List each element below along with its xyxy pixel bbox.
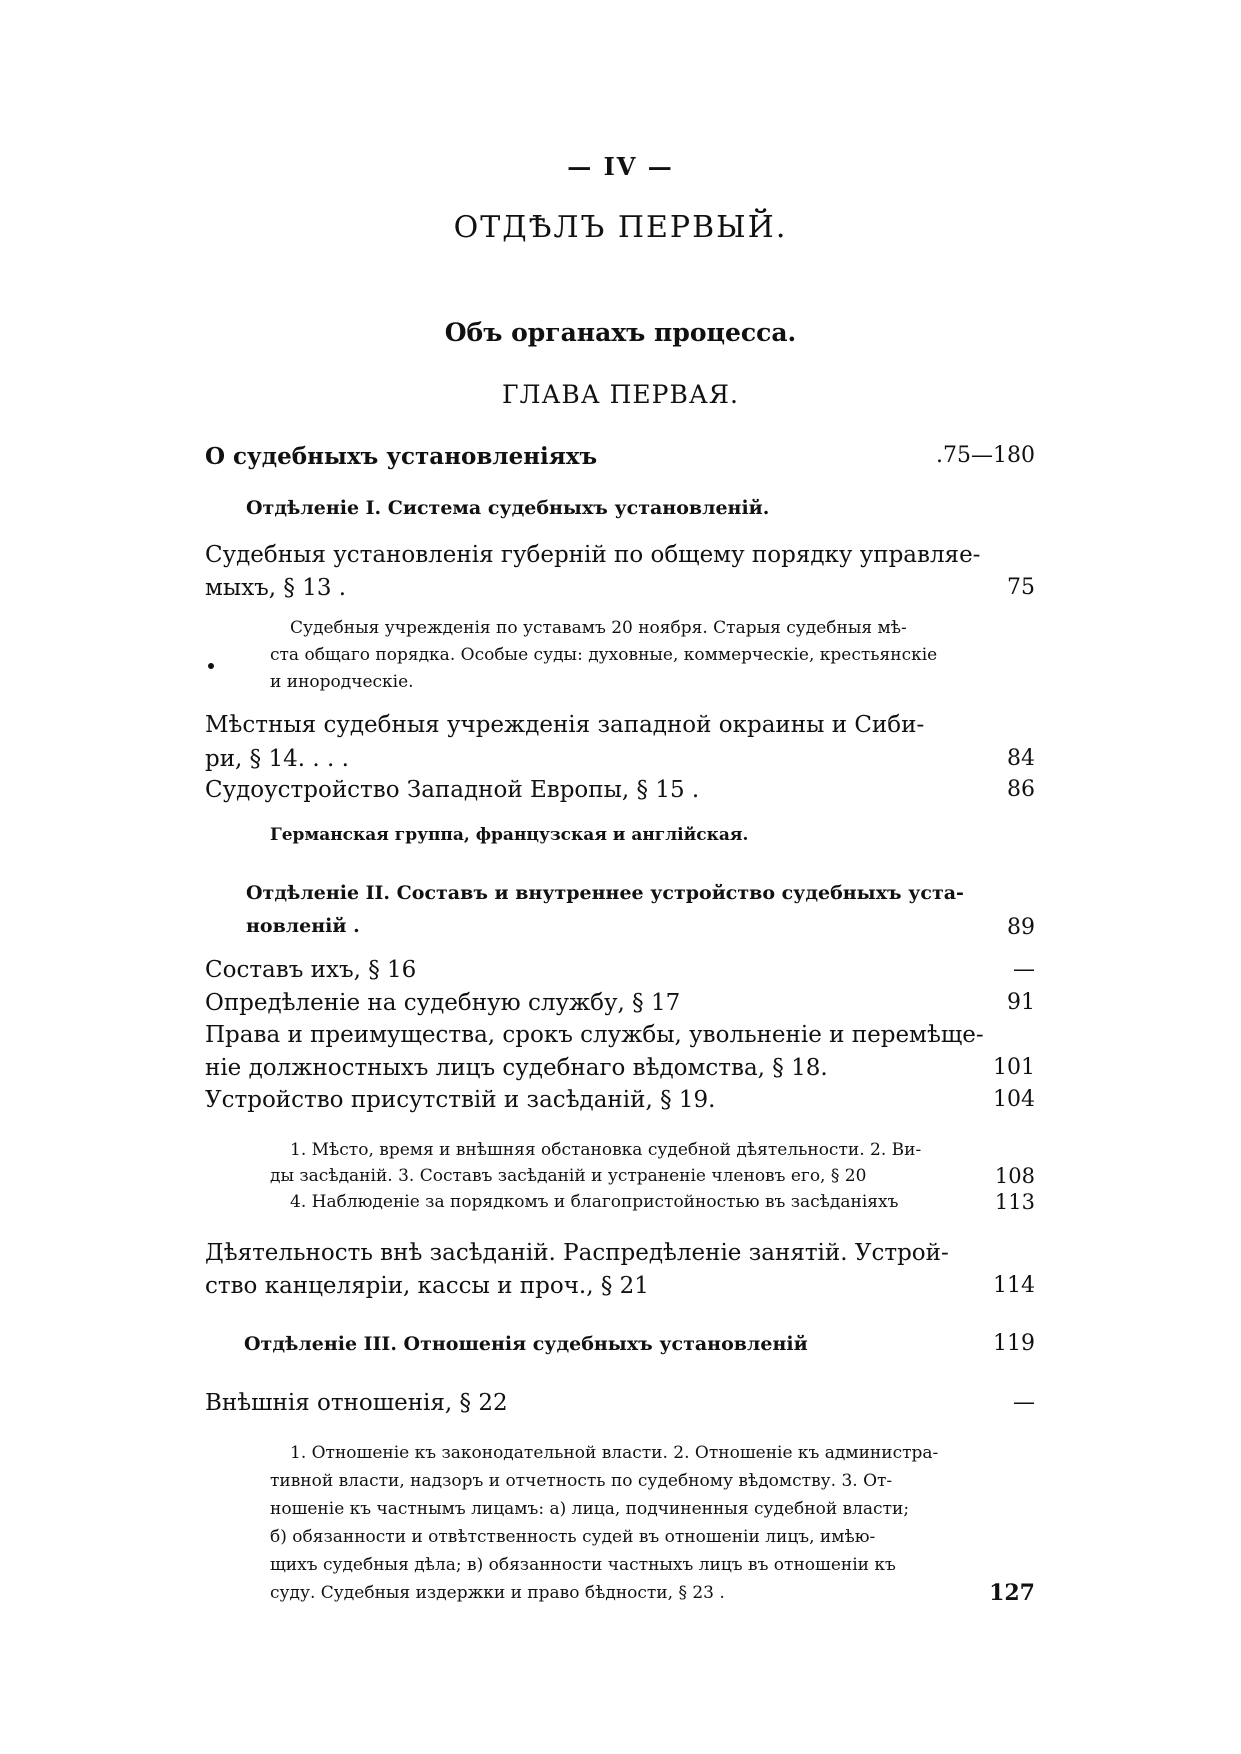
toc-page-number: 86 <box>1007 777 1035 802</box>
toc-division-heading: Отдѣленіе II. Составъ и внутреннее устройство судебныхъ уста- <box>246 882 964 904</box>
toc-note-line: Судебныя учрежденія по уставамъ 20 ноября. Старыя судебныя мѣ- <box>290 618 907 638</box>
toc-division-heading: новленій . <box>246 915 360 937</box>
toc-page-number: — <box>1013 957 1035 982</box>
toc-page-number: 91 <box>1007 990 1035 1015</box>
toc-entry-line: Опредѣленіе на судебную службу, § 17 <box>205 990 681 1016</box>
toc-entry-line: Составъ ихъ, § 16 <box>205 957 417 983</box>
toc-entry-line: Дѣятельность внѣ засѣданій. Распредѣленіе занятій. Устрой- <box>205 1240 949 1266</box>
toc-note-line: щихъ судебныя дѣла; в) обязанности частныхъ лицъ въ отношеніи къ <box>270 1555 896 1575</box>
toc-entry-line: Устройство присутствій и засѣданій, § 19. <box>205 1087 716 1113</box>
toc-page-number: 113 <box>994 1190 1035 1214</box>
toc-entry-line: Мѣстныя судебныя учрежденія западной окраины и Сиби- <box>205 712 925 738</box>
toc-division-heading: Отдѣленіе I. Система судебныхъ установленій. <box>246 497 770 519</box>
toc-chapter-pages: .75—180 <box>936 443 1035 468</box>
toc-note-line: тивной власти, надзоръ и отчетность по судебному вѣдомству. 3. От- <box>270 1471 893 1491</box>
toc-chapter-entry: О судебныхъ установленіяхъ <box>205 443 598 470</box>
toc-note-line: Германская группа, французская и англійская. <box>270 825 749 845</box>
toc-page-number: — <box>1013 1390 1035 1415</box>
toc-note-line: ды засѣданій. 3. Составъ засѣданій и устраненіе членовъ его, § 20 <box>270 1166 867 1186</box>
toc-page-number: 84 <box>1007 746 1035 771</box>
toc-page-number: 89 <box>1007 915 1035 940</box>
toc-entry-line: мыхъ, § 13 . <box>205 575 347 601</box>
toc-page-number: 101 <box>993 1055 1035 1080</box>
toc-note-line: 1. Отношеніе къ законодательной власти. 2. Отношеніе къ администра- <box>290 1443 939 1463</box>
toc-entry-line: Судебныя установленія губерній по общему порядку управляе- <box>205 542 981 568</box>
toc-note-line: 1. Мѣсто, время и внѣшняя обстановка судебной дѣятельности. 2. Ви- <box>290 1140 922 1160</box>
toc-note-line: 4. Наблюденіе за порядкомъ и благопристойностью въ засѣданіяхъ <box>290 1192 899 1212</box>
toc-page-number: 75 <box>1007 575 1035 600</box>
toc-page-number: 119 <box>993 1331 1035 1356</box>
toc-page-number: 104 <box>993 1087 1035 1112</box>
toc-entry-line: Судоустройство Западной Европы, § 15 . <box>205 777 700 803</box>
chapter-title: ГЛАВА ПЕРВАЯ. <box>502 380 739 409</box>
toc-note-line: ношеніе къ частнымъ лицамъ: а) лица, подчиненныя судебной власти; <box>270 1499 910 1519</box>
toc-note-line: ста общаго порядка. Особые суды: духовные, коммерческіе, крестьянскіе <box>270 645 938 665</box>
section-subject: Объ органахъ процесса. <box>444 318 797 347</box>
toc-page-number: 108 <box>994 1164 1035 1188</box>
toc-division-heading: Отдѣленіе III. Отношенія судебныхъ установленій <box>244 1333 808 1355</box>
toc-note-line: суду. Судебныя издержки и право бѣдности, § 23 . <box>270 1583 725 1603</box>
toc-entry-line: ство канцеляріи, кассы и проч., § 21 <box>205 1273 649 1299</box>
toc-note-line: б) обязанности и отвѣтственность судей въ отношеніи лицъ, имѣю- <box>270 1527 876 1547</box>
toc-entry-line: ніе должностныхъ лицъ судебнаго вѣдомства, § 18. <box>205 1055 828 1081</box>
page-number: — IV — <box>567 152 674 181</box>
toc-entry-line: Внѣшнія отношенія, § 22 <box>205 1390 508 1416</box>
toc-page-number: 114 <box>993 1273 1035 1298</box>
toc-entry-line: Права и преимущества, срокъ службы, увольненіе и перемѣще- <box>205 1022 984 1048</box>
toc-note-line: и инородческіе. <box>270 672 414 692</box>
toc-entry-line: ри, § 14. . . . <box>205 746 349 772</box>
stray-dot-mark <box>208 663 214 669</box>
toc-page-number: 127 <box>989 1580 1035 1606</box>
section-title: ОТДѢЛЪ ПЕРВЫЙ. <box>453 210 788 245</box>
